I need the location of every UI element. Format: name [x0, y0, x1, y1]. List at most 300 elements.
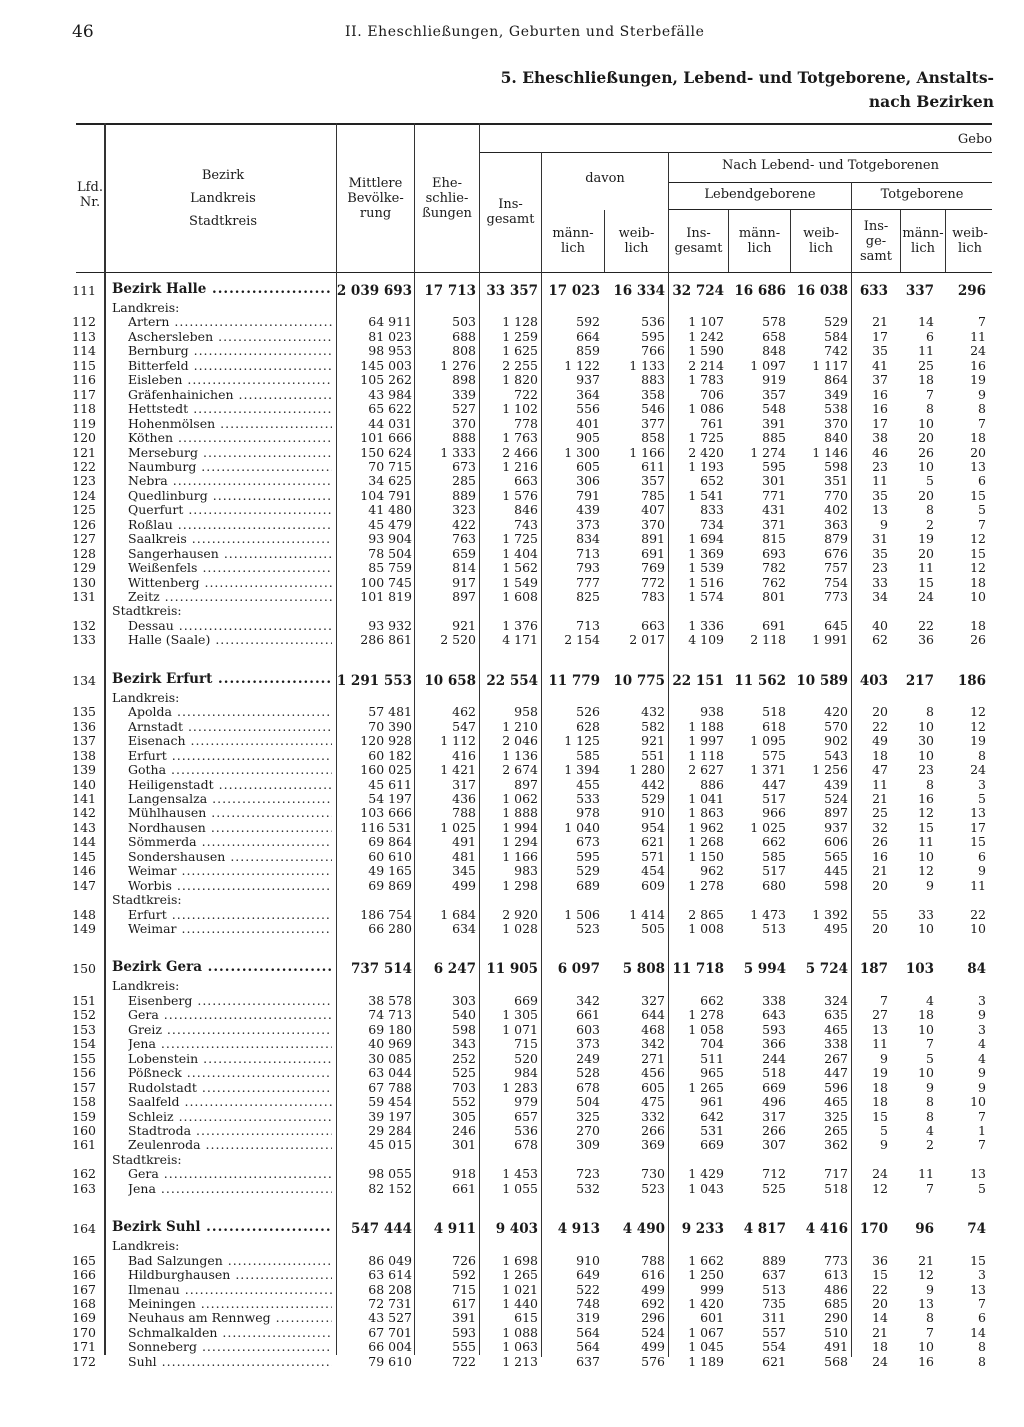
cell-value: 1 392: [812, 906, 848, 922]
cell-value: 32: [872, 819, 888, 835]
header-lfd: [70, 180, 110, 210]
cell-value: 582: [641, 718, 665, 734]
table-row: [0, 387, 1024, 401]
cell-value: 680: [762, 877, 786, 893]
row-number: 112: [72, 314, 96, 330]
cell-value: 1 694: [688, 531, 724, 547]
row-name: Lobenstein .....: [128, 1051, 332, 1066]
table-row: [0, 618, 1024, 632]
cell-value: 65 622: [368, 401, 412, 417]
table-row: [0, 1007, 1024, 1021]
cell-value: 11: [970, 328, 986, 344]
row-number: 172: [72, 1353, 96, 1369]
row-number: 144: [72, 834, 96, 850]
cell-value: 38 578: [368, 992, 412, 1008]
cell-value: 357: [762, 386, 786, 402]
cell-value: 499: [641, 1339, 665, 1355]
table-row: [0, 589, 1024, 603]
cell-value: 8: [926, 704, 934, 720]
cell-value: 79 610: [368, 1353, 412, 1369]
cell-value: 306: [576, 473, 600, 489]
table-total-row: [0, 1219, 1024, 1236]
cell-value: 662: [700, 992, 724, 1008]
cell-value: 4: [978, 1050, 986, 1066]
cell-value: 658: [762, 328, 786, 344]
row-number: 163: [72, 1180, 96, 1196]
cell-value: 11: [970, 877, 986, 893]
cell-value: 1 256: [812, 762, 848, 778]
cell-value: 74: [967, 1221, 986, 1238]
cell-value: 1 863: [688, 805, 724, 821]
cell-value: 691: [641, 545, 665, 561]
row-name: Gotha .....: [128, 762, 332, 777]
table-subheading-row: [0, 300, 1024, 314]
header-maenn-2: lich: [561, 241, 585, 256]
cell-value: 40 969: [368, 1036, 412, 1052]
cell-value: 1 763: [502, 430, 538, 446]
cell-value: 1 086: [688, 401, 724, 417]
row-number: 139: [72, 762, 96, 778]
cell-value: 2 920: [502, 906, 538, 922]
cell-value: 442: [641, 776, 665, 792]
cell-value: 9: [880, 1137, 888, 1153]
header-insgesamt: [480, 197, 541, 227]
row-number: 150: [72, 961, 96, 977]
row-name: Meiningen .....: [128, 1296, 332, 1311]
cell-value: 517: [762, 863, 786, 879]
cell-value: 6: [978, 473, 986, 489]
cell-value: 217: [905, 672, 934, 689]
running-head: II. Eheschließungen, Geburten und Sterbefälle: [345, 24, 705, 40]
table-row: [0, 1094, 1024, 1108]
cell-value: 20: [918, 545, 934, 561]
row-number: 147: [72, 877, 96, 893]
cell-value: 2: [926, 1137, 934, 1153]
cell-value: 49: [872, 733, 888, 749]
cell-value: 377: [641, 415, 665, 431]
cell-value: 601: [700, 1310, 724, 1326]
cell-value: 762: [762, 574, 786, 590]
cell-value: 897: [452, 589, 476, 604]
cell-value: 524: [824, 790, 848, 806]
cell-value: 22: [872, 718, 888, 734]
cell-value: 757: [824, 560, 848, 576]
cell-value: 1 725: [688, 430, 724, 446]
cell-value: 883: [641, 372, 665, 388]
cell-value: 1 097: [750, 357, 786, 373]
cell-value: 1 008: [688, 921, 724, 936]
cell-value: 598: [824, 877, 848, 893]
cell-value: 692: [641, 1296, 665, 1311]
row-subheading: Landkreis:: [112, 689, 180, 705]
row-number: 141: [72, 790, 96, 806]
row-number: 145: [72, 848, 96, 864]
cell-value: 576: [641, 1353, 665, 1369]
cell-value: 101 819: [360, 589, 412, 604]
cell-value: 533: [576, 790, 600, 806]
row-number: 171: [72, 1339, 96, 1355]
cell-value: 8: [978, 747, 986, 763]
cell-value: 513: [762, 1281, 786, 1297]
cell-value: 402: [824, 502, 848, 518]
cell-value: 18: [970, 430, 986, 446]
cell-value: 47: [872, 762, 888, 778]
row-subheading: Stadtkreis:: [112, 892, 182, 908]
table-row: [0, 343, 1024, 357]
header-maenn-4: lich: [747, 241, 772, 256]
cell-value: 101 666: [360, 430, 412, 446]
row-name: Langensalza .....: [128, 791, 332, 806]
row-name: Querfurt .....: [128, 502, 332, 517]
cell-value: 778: [514, 415, 538, 431]
cell-value: 910: [576, 1252, 600, 1268]
cell-value: 1 268: [688, 834, 724, 850]
cell-value: 5 808: [622, 961, 665, 978]
table-row: [0, 863, 1024, 877]
row-name: Apolda .....: [128, 704, 332, 719]
row-name: Artern .....: [128, 314, 332, 329]
cell-value: 317: [452, 776, 476, 792]
cell-value: 18: [970, 574, 986, 590]
cell-value: 45 479: [368, 516, 412, 532]
cell-value: 407: [641, 502, 665, 518]
cell-value: 81 023: [368, 328, 412, 344]
cell-value: 770: [824, 487, 848, 503]
table-subheading-row: [0, 978, 1024, 992]
row-number: 129: [72, 560, 96, 576]
cell-value: 921: [641, 733, 665, 749]
cell-value: 15: [872, 1108, 888, 1124]
row-number: 149: [72, 921, 96, 936]
cell-value: 1 021: [502, 1281, 538, 1297]
cell-value: 366: [762, 1036, 786, 1052]
cell-value: 615: [514, 1310, 538, 1326]
cell-value: 1 962: [688, 819, 724, 835]
cell-value: 13: [970, 1166, 986, 1182]
row-number: 138: [72, 747, 96, 763]
cell-value: 401: [576, 415, 600, 431]
cell-value: 391: [452, 1310, 476, 1326]
row-number: 128: [72, 545, 96, 561]
cell-value: 1 300: [564, 444, 600, 460]
cell-value: 659: [452, 545, 476, 561]
cell-value: 1 112: [440, 733, 476, 749]
cell-value: 513: [762, 921, 786, 936]
cell-value: 2 865: [688, 906, 724, 922]
cell-value: 777: [576, 574, 600, 590]
cell-value: 270: [576, 1122, 600, 1138]
cell-value: 4 490: [622, 1221, 665, 1238]
cell-value: 782: [762, 560, 786, 576]
cell-value: 24: [918, 589, 934, 604]
cell-value: 369: [641, 1137, 665, 1153]
header-davon: davon: [585, 171, 625, 186]
cell-value: 584: [824, 328, 848, 344]
table-row: [0, 1181, 1024, 1195]
cell-value: 669: [700, 1137, 724, 1153]
row-name: Hettstedt .....: [128, 401, 332, 416]
row-number: 120: [72, 430, 96, 446]
row-name: Bezirk Suhl .....: [112, 1219, 332, 1235]
cell-value: 585: [576, 747, 600, 763]
table-row: [0, 762, 1024, 776]
cell-value: 2 674: [502, 762, 538, 778]
cell-value: 703: [452, 1079, 476, 1095]
cell-value: 1 062: [502, 790, 538, 806]
cell-value: 60 610: [368, 848, 412, 864]
cell-value: 41: [872, 357, 888, 373]
cell-value: 499: [641, 1281, 665, 1297]
cell-value: 24: [872, 1166, 888, 1182]
row-number: 164: [72, 1221, 96, 1237]
cell-value: 468: [641, 1021, 665, 1037]
row-name: Bezirk Halle .....: [112, 281, 332, 297]
row-number: 140: [72, 776, 96, 792]
cell-value: 737 514: [350, 961, 412, 978]
cell-value: 20: [872, 877, 888, 893]
cell-value: 825: [576, 589, 600, 604]
cell-value: 678: [576, 1079, 600, 1095]
cell-value: 1 210: [502, 718, 538, 734]
cell-value: 9: [926, 877, 934, 893]
cell-value: 552: [452, 1094, 476, 1110]
cell-value: 706: [700, 386, 724, 402]
cell-value: 491: [824, 1339, 848, 1355]
cell-value: 1 276: [440, 357, 476, 373]
cell-value: 2 118: [750, 632, 786, 648]
table-total-row: [0, 959, 1024, 976]
cell-value: 21: [872, 1324, 888, 1340]
cell-value: 5 724: [805, 961, 848, 978]
cell-value: 66 004: [368, 1339, 412, 1355]
cell-value: 771: [762, 487, 786, 503]
cell-value: 1 278: [688, 877, 724, 893]
row-name: Sonneberg .....: [128, 1339, 332, 1354]
cell-value: 1: [978, 1122, 986, 1138]
cell-value: 1 274: [750, 444, 786, 460]
table-row: [0, 575, 1024, 589]
cell-value: 105 262: [360, 372, 412, 388]
cell-value: 815: [762, 531, 786, 547]
cell-value: 766: [641, 343, 665, 359]
header-ehe-1: Ehe-: [432, 176, 462, 191]
cell-value: 16 038: [796, 283, 848, 299]
cell-value: 7: [978, 1108, 986, 1124]
header-gebo: Gebo: [957, 132, 993, 147]
row-number: 135: [72, 704, 96, 720]
cell-value: 1 576: [502, 487, 538, 503]
cell-value: 1 562: [502, 560, 538, 576]
cell-value: 1 283: [502, 1079, 538, 1095]
cell-value: 422: [452, 516, 476, 532]
table-subheading-row: [0, 892, 1024, 906]
cell-value: 285: [452, 473, 476, 489]
table-row: [0, 445, 1024, 459]
row-number: 131: [72, 589, 96, 604]
cell-value: 4 416: [805, 1221, 848, 1238]
row-name: Aschersleben .....: [128, 329, 332, 344]
cell-value: 317: [762, 1108, 786, 1124]
cell-value: 23: [918, 762, 934, 778]
cell-value: 456: [641, 1065, 665, 1081]
row-number: 156: [72, 1065, 96, 1081]
cell-value: 13: [970, 1281, 986, 1297]
row-name: Bezirk Gera .....: [112, 959, 332, 975]
cell-value: 503: [452, 314, 476, 330]
cell-value: 4: [926, 1122, 934, 1138]
cell-value: 187: [859, 961, 888, 978]
cell-value: 1 820: [502, 372, 538, 388]
row-subheading: Landkreis:: [112, 300, 180, 315]
cell-value: 3: [978, 1267, 986, 1283]
header-weib-3: weib-: [803, 226, 839, 241]
cell-value: 834: [576, 531, 600, 547]
cell-value: 17: [872, 328, 888, 344]
cell-value: 524: [641, 1324, 665, 1340]
cell-value: 1 118: [688, 747, 724, 763]
row-number: 151: [72, 992, 96, 1008]
table-row: [0, 314, 1024, 328]
cell-value: 19: [872, 1065, 888, 1081]
header-tins-1: Ins-: [863, 219, 889, 234]
cell-value: 649: [576, 1267, 600, 1283]
cell-value: 35: [872, 343, 888, 359]
cell-value: 773: [824, 1252, 848, 1268]
cell-value: 54 197: [368, 790, 412, 806]
cell-value: 859: [576, 343, 600, 359]
cell-value: 349: [824, 386, 848, 402]
cell-value: 10: [918, 718, 934, 734]
table-total-row: [0, 671, 1024, 688]
cell-value: 598: [452, 1021, 476, 1037]
cell-value: 4 911: [433, 1221, 476, 1238]
cell-value: 20: [918, 430, 934, 446]
cell-value: 5: [978, 790, 986, 806]
cell-value: 652: [700, 473, 724, 489]
cell-value: 833: [700, 502, 724, 518]
cell-value: 18: [918, 1007, 934, 1023]
cell-value: 17 023: [548, 283, 600, 299]
cell-value: 898: [452, 372, 476, 388]
cell-value: 595: [576, 848, 600, 864]
cell-value: 527: [452, 401, 476, 417]
cell-value: 748: [576, 1296, 600, 1311]
cell-value: 12: [970, 531, 986, 547]
cell-value: 603: [576, 1021, 600, 1037]
cell-value: 937: [576, 372, 600, 388]
cell-value: 1 994: [502, 819, 538, 835]
header-nr-text: Nr.: [79, 195, 101, 210]
cell-value: 24: [970, 762, 986, 778]
table-row: [0, 473, 1024, 487]
cell-value: 529: [576, 863, 600, 879]
cell-value: 979: [514, 1094, 538, 1110]
row-number: 143: [72, 819, 96, 835]
cell-value: 7: [880, 992, 888, 1008]
cell-value: 1 265: [688, 1079, 724, 1095]
cell-value: 305: [452, 1108, 476, 1124]
table-row: [0, 1282, 1024, 1296]
cell-value: 370: [824, 415, 848, 431]
table-row: [0, 1051, 1024, 1065]
cell-value: 543: [824, 747, 848, 763]
row-number: 160: [72, 1122, 96, 1138]
table-row: [0, 1267, 1024, 1281]
cell-value: 548: [762, 401, 786, 417]
cell-value: 540: [452, 1007, 476, 1023]
cell-value: 363: [824, 516, 848, 532]
cell-value: 2 214: [688, 357, 724, 373]
cell-value: 27: [872, 1007, 888, 1023]
cell-value: 505: [641, 921, 665, 936]
cell-value: 249: [576, 1050, 600, 1066]
header-ehe-2: schlie-: [425, 191, 469, 206]
cell-value: 307: [762, 1137, 786, 1153]
cell-value: 311: [762, 1310, 786, 1326]
cell-value: 613: [824, 1267, 848, 1283]
cell-value: 10 658: [424, 672, 476, 689]
row-number: 130: [72, 574, 96, 590]
header-bev-3: rung: [359, 206, 392, 221]
cell-value: 1 055: [502, 1180, 538, 1196]
cell-value: 661: [576, 1007, 600, 1023]
cell-value: 722: [514, 386, 538, 402]
cell-value: 529: [824, 314, 848, 330]
cell-value: 848: [762, 343, 786, 359]
cell-value: 919: [762, 372, 786, 388]
cell-value: 743: [514, 516, 538, 532]
cell-value: 373: [576, 1036, 600, 1052]
cell-value: 14: [970, 1324, 986, 1340]
cell-value: 9 233: [681, 1221, 724, 1238]
cell-value: 20: [872, 704, 888, 720]
cell-value: 917: [452, 574, 476, 590]
cell-value: 785: [641, 487, 665, 503]
cell-value: 518: [762, 704, 786, 720]
header-bev-2: Bevölke-: [347, 191, 404, 206]
cell-value: 984: [514, 1065, 538, 1081]
cell-value: 1 025: [440, 819, 476, 835]
header-maennlich: [542, 226, 604, 256]
page-number: 46: [72, 22, 94, 42]
cell-value: 735: [762, 1296, 786, 1311]
cell-value: 14: [918, 314, 934, 330]
cell-value: 17 713: [424, 283, 476, 299]
table-row: [0, 1325, 1024, 1339]
cell-value: 902: [824, 733, 848, 749]
row-name: Bezirk Erfurt .....: [112, 671, 332, 687]
cell-value: 897: [514, 776, 538, 792]
rule-geboren: [480, 152, 992, 153]
cell-value: 120 928: [360, 733, 412, 749]
header-bevoelkerung: [337, 176, 414, 221]
table-row: [0, 1253, 1024, 1267]
row-name: Schmalkalden .....: [128, 1325, 332, 1340]
cell-value: 669: [762, 1079, 786, 1095]
cell-value: 570: [824, 718, 848, 734]
cell-value: 22: [872, 1281, 888, 1297]
header-maenn-3: männ-: [738, 226, 781, 241]
row-name: Pößneck .....: [128, 1065, 332, 1080]
cell-value: 722: [452, 1353, 476, 1369]
header-weiblich: [605, 226, 668, 256]
cell-value: 6 097: [557, 961, 600, 978]
cell-value: 961: [700, 1094, 724, 1110]
cell-value: 669: [514, 992, 538, 1008]
cell-value: 644: [641, 1007, 665, 1023]
row-name: Wittenberg .....: [128, 575, 332, 590]
cell-value: 726: [452, 1252, 476, 1268]
